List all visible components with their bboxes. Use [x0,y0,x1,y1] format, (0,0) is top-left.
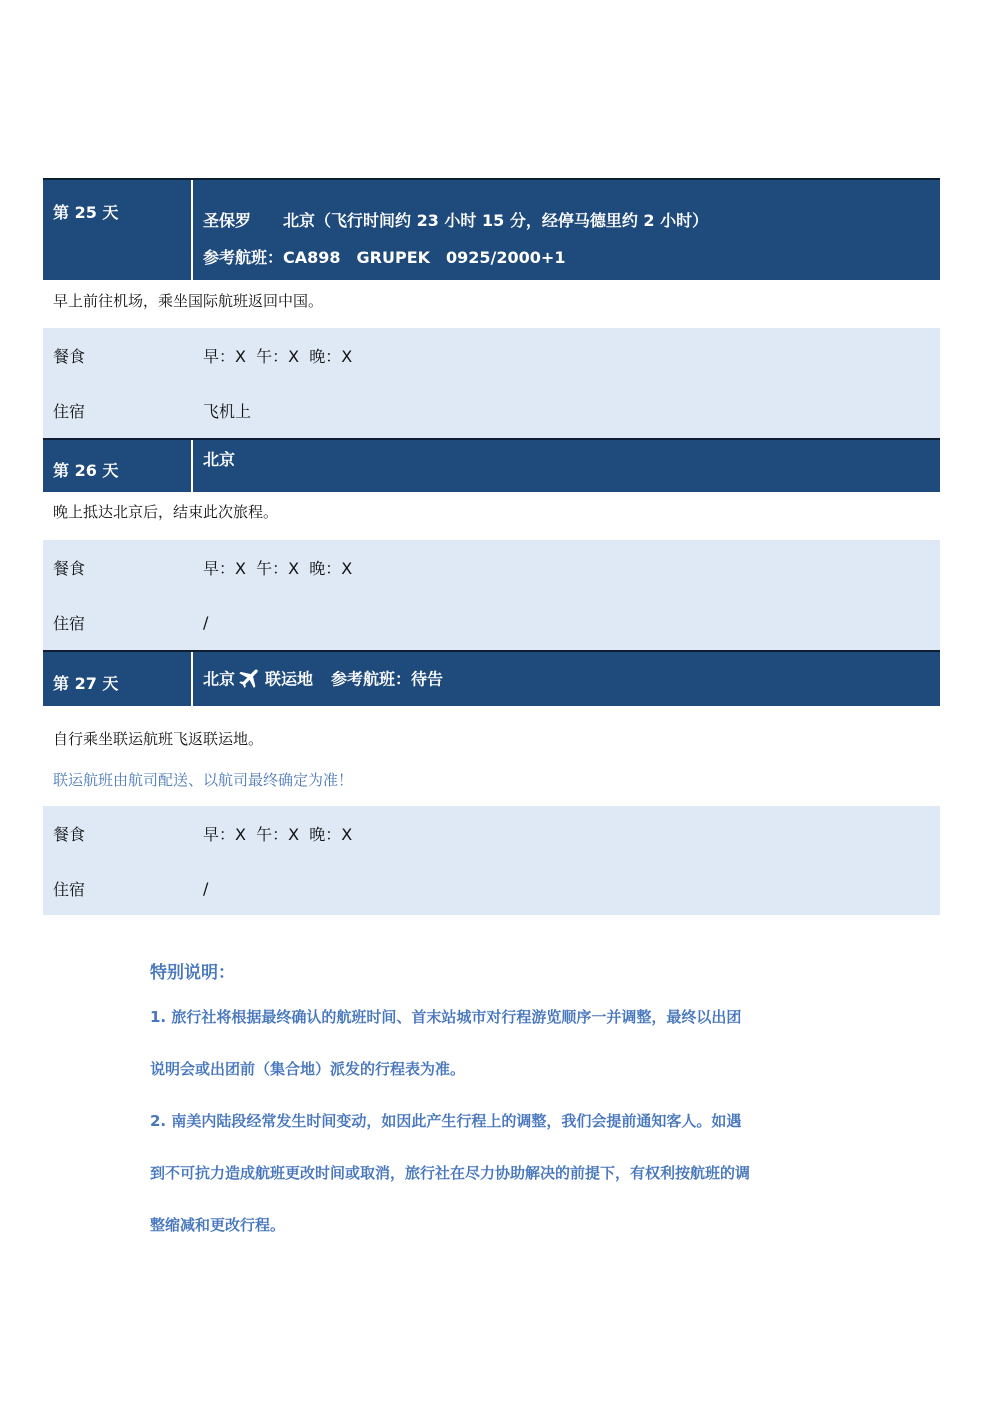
day-header [43,438,940,492]
meals-row [43,806,940,861]
day-header [43,178,940,280]
lodging-label: 住宿 [53,879,86,899]
route-to: 联运地 [265,669,314,689]
meals-value: 早：X 午：X 晚：X [203,559,353,578]
lodging-label: 住宿 [53,402,86,421]
meals-label: 餐食 [53,347,86,366]
lodging-value: / [203,613,209,632]
day-label: 第 27 天 [43,652,193,706]
special-note-line: 1. 旅行社将根据最终确认的航班时间、首末站城市对行程游览顺序一并调整，最终以出团 [150,1008,742,1026]
day-header [43,650,940,706]
flight-line: 参考航班：待告 [331,669,444,689]
day-description: 早上前往机场，乘坐国际航班返回中国。 [43,280,940,328]
airplane-icon [237,665,263,695]
route-line: 圣保罗 北京（飞行时间约 23 小时 15 分，经停马德里约 2 小时） [203,211,709,230]
day-label: 第 26 天 [43,440,193,492]
meals-value: 早：X 午：X 晚：X [203,347,353,366]
lodging-row [43,595,940,650]
flight-note: 联运航班由航司配送、以航司最终确定为准！ [53,771,354,789]
special-notes-title: 特别说明： [150,963,235,983]
lodging-row [43,861,940,915]
day-description: 自行乘坐联运航班飞返联运地。 [53,730,264,748]
meals-label: 餐食 [53,825,86,844]
special-note-line: 2. 南美内陆段经常发生时间变动，如因此产生行程上的调整，我们会提前通知客人。如遇 [150,1112,742,1130]
meals-label: 餐食 [53,559,86,578]
day-route [193,652,940,706]
lodging-row [43,383,940,438]
itinerary-table [43,178,940,915]
special-notes [150,955,850,1251]
route-line: 北京 [203,450,236,469]
meals-value: 早：X 午：X 晚：X [203,825,353,844]
meals-row [43,540,940,595]
route-from: 北京 [203,669,236,689]
day-description-block [43,706,940,806]
special-note-line: 到不可抗力造成航班更改时间或取消，旅行社在尽力协助解决的前提下，有权利按航班的调 [150,1164,751,1182]
lodging-value: / [203,878,209,898]
lodging-value: 飞机上 [203,402,252,421]
meals-row [43,328,940,383]
special-note-line: 说明会或出团前（集合地）派发的行程表为准。 [150,1060,466,1078]
lodging-label: 住宿 [53,614,86,633]
flight-line: 参考航班：CA898 GRUPEK 0925/2000+1 [203,248,566,267]
special-note-line: 整缩减和更改行程。 [150,1216,286,1234]
day-route [193,180,940,280]
day-description: 晚上抵达北京后，结束此次旅程。 [43,492,940,540]
day-label: 第 25 天 [43,180,193,280]
